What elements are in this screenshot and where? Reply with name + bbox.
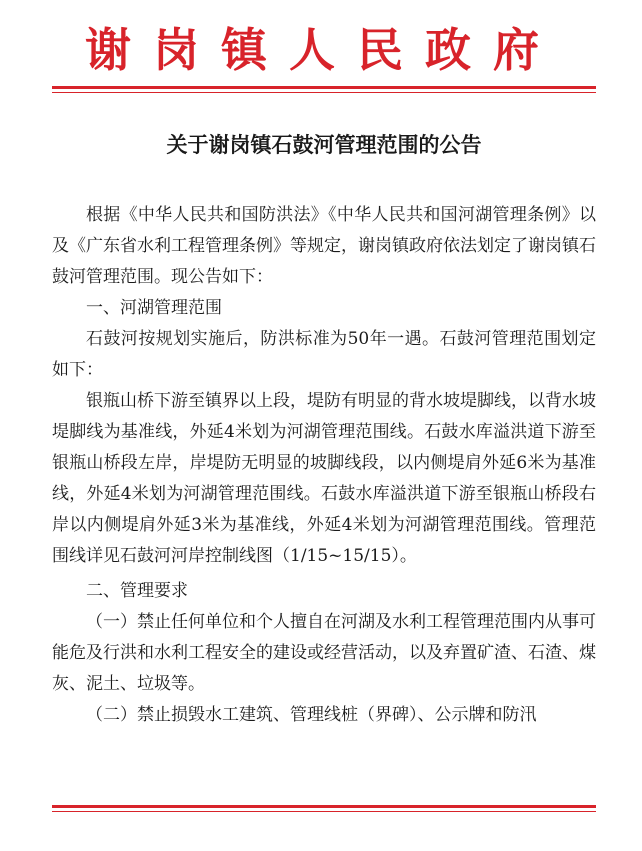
- intro-paragraph: 根据《中华人民共和国防洪法》《中华人民共和国河湖管理条例》以及《广东省水利工程管理条例》等规定，谢岗镇政府依法划定了谢岗镇石鼓河管理范围。现公告如下：: [52, 205, 596, 287]
- document-body: [52, 200, 596, 731]
- header-red-rule-thin: [52, 92, 596, 93]
- section-2-heading: 二、管理要求: [86, 581, 188, 601]
- document-title: 关于谢岗镇石鼓河管理范围的公告: [166, 132, 482, 157]
- footer-red-rule-thick: [52, 805, 596, 808]
- section-1-paragraph-2: 银瓶山桥下游至镇界以上段，堤防有明显的背水坡堤脚线，以背水坡堤脚线为基准线，外延4米划为河湖管理范围线。石鼓水库溢洪道下游至银瓶山桥段左岸，岸堤防无明显的坡脚线段，以内侧堤肩外延6米为基准线，外延4米划为河湖管理范围线。石鼓水库溢洪道下游至银瓶山桥段右岸以内侧堤肩外延3米为基准线，外延4米划为河湖管理范围线。管理范围线详见石鼓河河岸控制线图（1/15~15/15）。: [52, 391, 596, 566]
- section-1-heading: 一、河湖管理范围: [86, 298, 222, 318]
- header-red-rule-thick: [52, 86, 596, 89]
- footer-red-rule-thin: [52, 811, 596, 812]
- section-1-paragraph-1: 石鼓河按规划实施后，防洪标准为50年一遇。石鼓河管理范围划定如下：: [52, 329, 596, 380]
- section-2-paragraph-1: （一）禁止任何单位和个人擅自在河湖及水利工程管理范围内从事可能危及行洪和水利工程安全的建设或经营活动，以及弃置矿渣、石渣、煤灰、泥土、垃圾等。: [52, 612, 596, 694]
- issuing-authority-header: 谢岗镇人民政府: [85, 23, 561, 77]
- section-2-paragraph-2: （二）禁止损毁水工建筑、管理线桩（界碑）、公示牌和防汛: [86, 705, 537, 725]
